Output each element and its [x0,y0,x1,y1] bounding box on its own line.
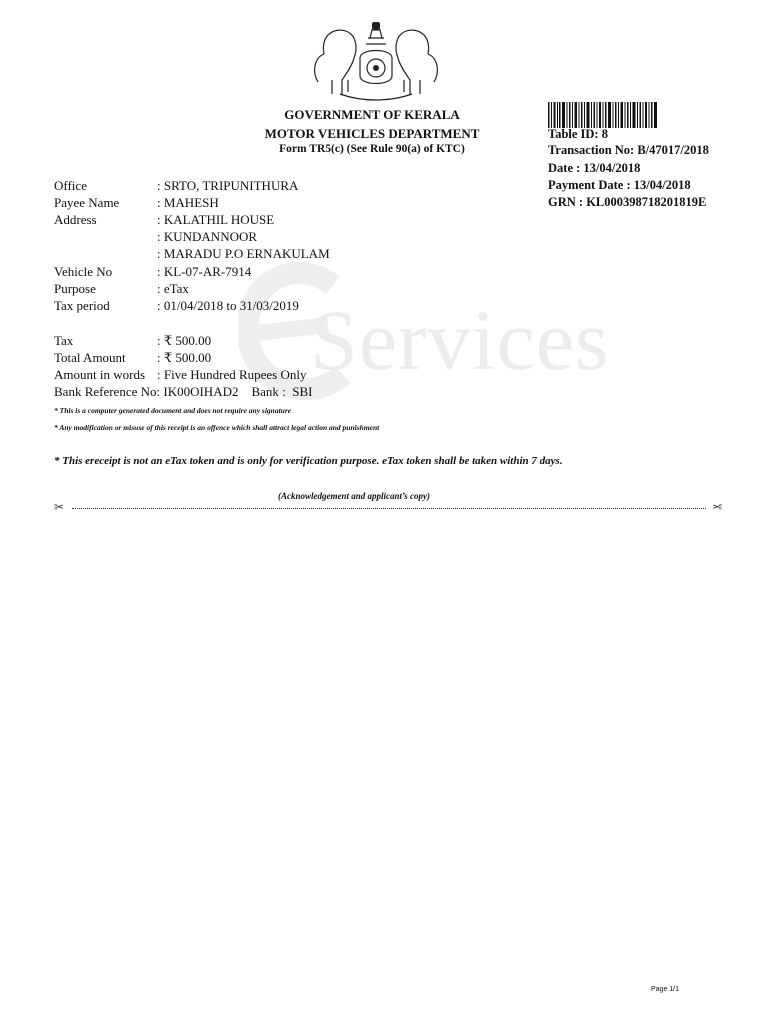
transaction-no: Transaction No: B/47017/2018 [548,143,709,157]
grn-number: GRN : KL000398718201819E [548,195,707,209]
vehicle-label: Vehicle No [54,264,113,279]
header-department: MOTOR VEHICLES DEPARTMENT [264,126,480,141]
page-number: Page 1/1 [651,986,680,993]
address-line-1: : KALATHIL HOUSE [157,212,275,227]
total-amount-label: Total Amount [54,350,126,365]
header-form: Form TR5(c) (See Rule 90(a) of KTC) [279,143,465,155]
payee-value: : MAHESH [157,195,219,210]
purpose-value: : eTax [157,281,189,296]
address-label: Address [54,212,97,227]
scissor-left-icon: ✂ [54,500,65,514]
barcode-icon [548,102,658,128]
address-line-3: : MARADU P.O ERNAKULAM [157,246,330,261]
header-government: GOVERNMENT OF KERALA [284,107,460,122]
vehicle-value: : KL-07-AR-7914 [157,264,252,279]
bank-reference: Bank Reference No: IK00OIHAD2 Bank : SBI [54,384,313,399]
office-label: Office [54,178,87,193]
tax-period-label: Tax period [54,298,110,313]
acknowledgement-caption: (Acknowledgement and applicant’s copy) [277,491,431,501]
watermark-text: Services [310,292,610,388]
tax-period-value: : 01/04/2018 to 31/03/2019 [157,298,299,313]
table-id: Table ID: 8 [548,127,608,141]
kerala-emblem-icon [302,14,450,106]
total-amount-value: : ₹ 500.00 [157,350,212,365]
address-line-2: : KUNDANNOOR [157,229,258,244]
amount-words-value: : Five Hundred Rupees Only [157,367,307,382]
payment-date: Payment Date : 13/04/2018 [548,178,691,192]
tax-label: Tax [54,333,74,348]
tax-value: : ₹ 500.00 [157,333,212,348]
office-value: : SRTO, TRIPUNITHURA [157,178,299,193]
note-computer-generated: * This is a computer generated document and does not require any signature [54,406,292,415]
receipt-date: Date : 13/04/2018 [548,161,641,175]
scissor-right-icon: ✂ [712,500,723,514]
amount-words-label: Amount in words [54,367,145,382]
purpose-label: Purpose [54,281,96,296]
note-etax-token: * This ereceipt is not an eTax token and is only for verification purpose. eTax token shall be taken within 7 days. [54,455,563,467]
note-misuse-warning: * Any modification or misuse of this receipt is an offence which shall attract legal action and punishment [54,423,380,432]
payee-label: Payee Name [54,195,120,210]
cut-line-divider [72,508,706,509]
